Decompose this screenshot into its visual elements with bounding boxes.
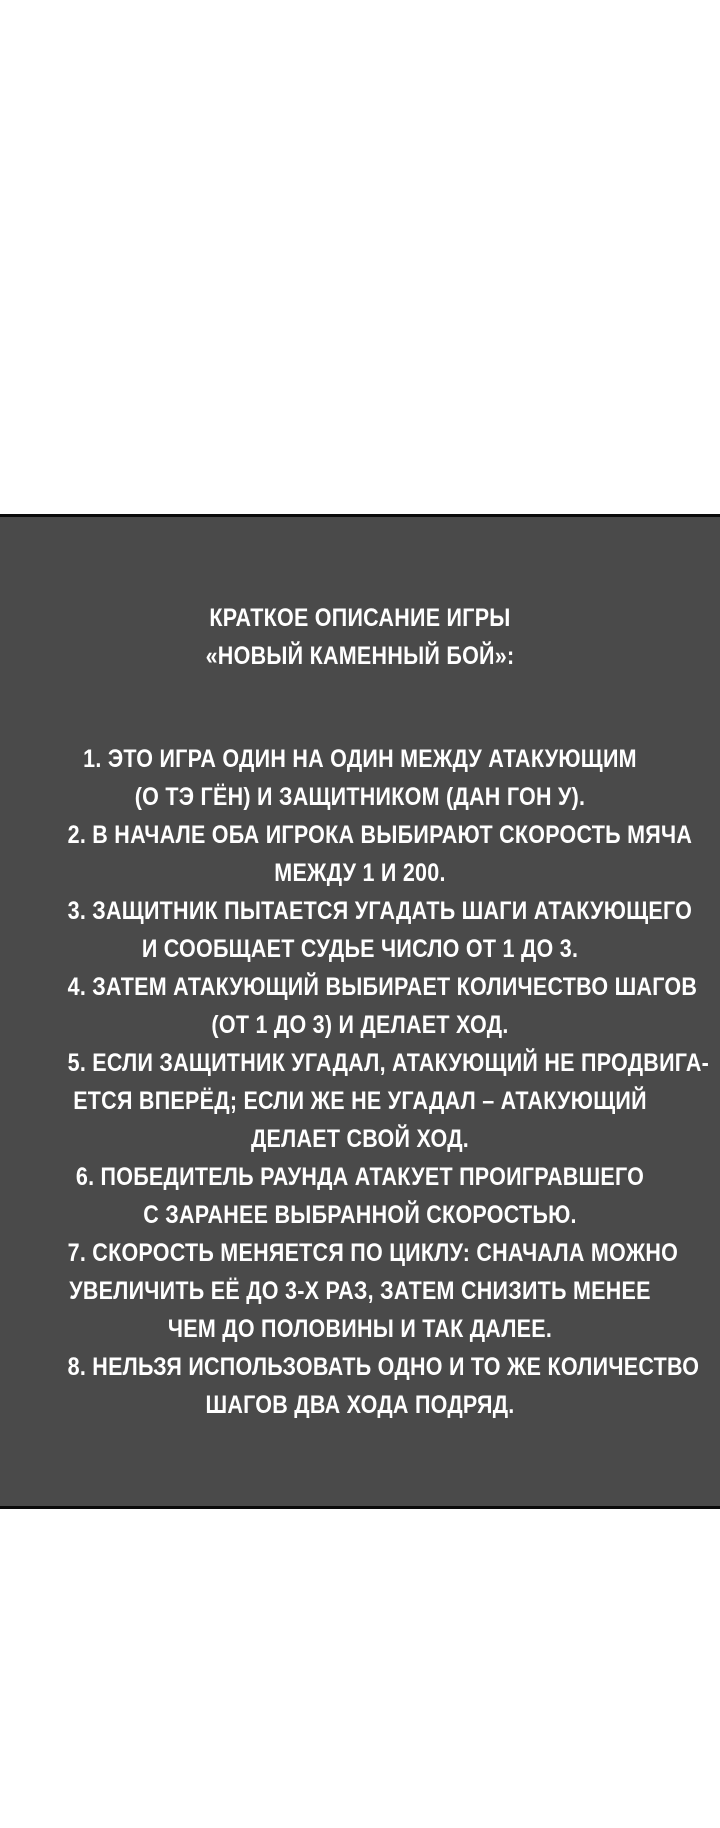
rule-line: ЧЕМ ДО ПОЛОВИНЫ И ТАК ДАЛЕЕ. — [167, 1315, 553, 1343]
rule-line: 3. ЗАЩИТНИК ПЫТАЕТСЯ УГАДАТЬ ШАГИ АТАКУЮЩЕГО — [67, 897, 693, 925]
rule-line: 4. ЗАТЕМ АТАКУЮЩИЙ ВЫБИРАЕТ КОЛИЧЕСТВО ШАГОВ — [67, 973, 698, 1001]
rule-line: С ЗАРАНЕЕ ВЫБРАННОЙ СКОРОСТЬЮ. — [143, 1201, 577, 1229]
rule-line: ЕТСЯ ВПЕРЁД; ЕСЛИ ЖЕ НЕ УГАДАЛ – АТАКУЮЩИЙ — [73, 1087, 647, 1115]
title-line: «НОВЫЙ КАМЕННЫЙ БОЙ»: — [205, 642, 515, 670]
panel-title — [68, 599, 653, 675]
rule-line: (ОТ 1 ДО 3) И ДЕЛАЕТ ХОД. — [211, 1011, 509, 1039]
title-line: КРАТКОЕ ОПИСАНИЕ ИГРЫ — [209, 604, 511, 632]
rule-line: 8. НЕЛЬЗЯ ИСПОЛЬЗОВАТЬ ОДНО И ТО ЖЕ КОЛИЧЕСТВО — [67, 1353, 700, 1381]
rule-line: ШАГОВ ДВА ХОДА ПОДРЯД. — [205, 1391, 515, 1419]
rules-text — [67, 740, 710, 1424]
rule-line: УВЕЛИЧИТЬ ЕЁ ДО 3-Х РАЗ, ЗАТЕМ СНИЗИТЬ МЕНЕЕ — [69, 1277, 651, 1305]
rule-line: 7. СКОРОСТЬ МЕНЯЕТСЯ ПО ЦИКЛУ: СНАЧАЛА МОЖНО — [67, 1239, 679, 1267]
rule-line: (О ТЭ ГЁН) И ЗАЩИТНИКОМ (ДАН ГОН У). — [134, 783, 586, 811]
rule-line: 5. ЕСЛИ ЗАЩИТНИК УГАДАЛ, АТАКУЮЩИЙ НЕ ПРОДВИГА- — [67, 1049, 710, 1077]
rule-line: ДЕЛАЕТ СВОЙ ХОД. — [250, 1125, 470, 1153]
rule-line: 6. ПОБЕДИТЕЛЬ РАУНДА АТАКУЕТ ПРОИГРАВШЕГО — [75, 1163, 645, 1191]
rule-line: 1. ЭТО ИГРА ОДИН НА ОДИН МЕЖДУ АТАКУЮЩИМ — [83, 745, 637, 773]
info-panel — [0, 514, 720, 1509]
rule-line: И СООБЩАЕТ СУДЬЕ ЧИСЛО ОТ 1 ДО 3. — [141, 935, 579, 963]
rule-line: МЕЖДУ 1 И 200. — [274, 859, 446, 887]
rule-line: 2. В НАЧАЛЕ ОБА ИГРОКА ВЫБИРАЮТ СКОРОСТЬ МЯЧА — [67, 821, 693, 849]
